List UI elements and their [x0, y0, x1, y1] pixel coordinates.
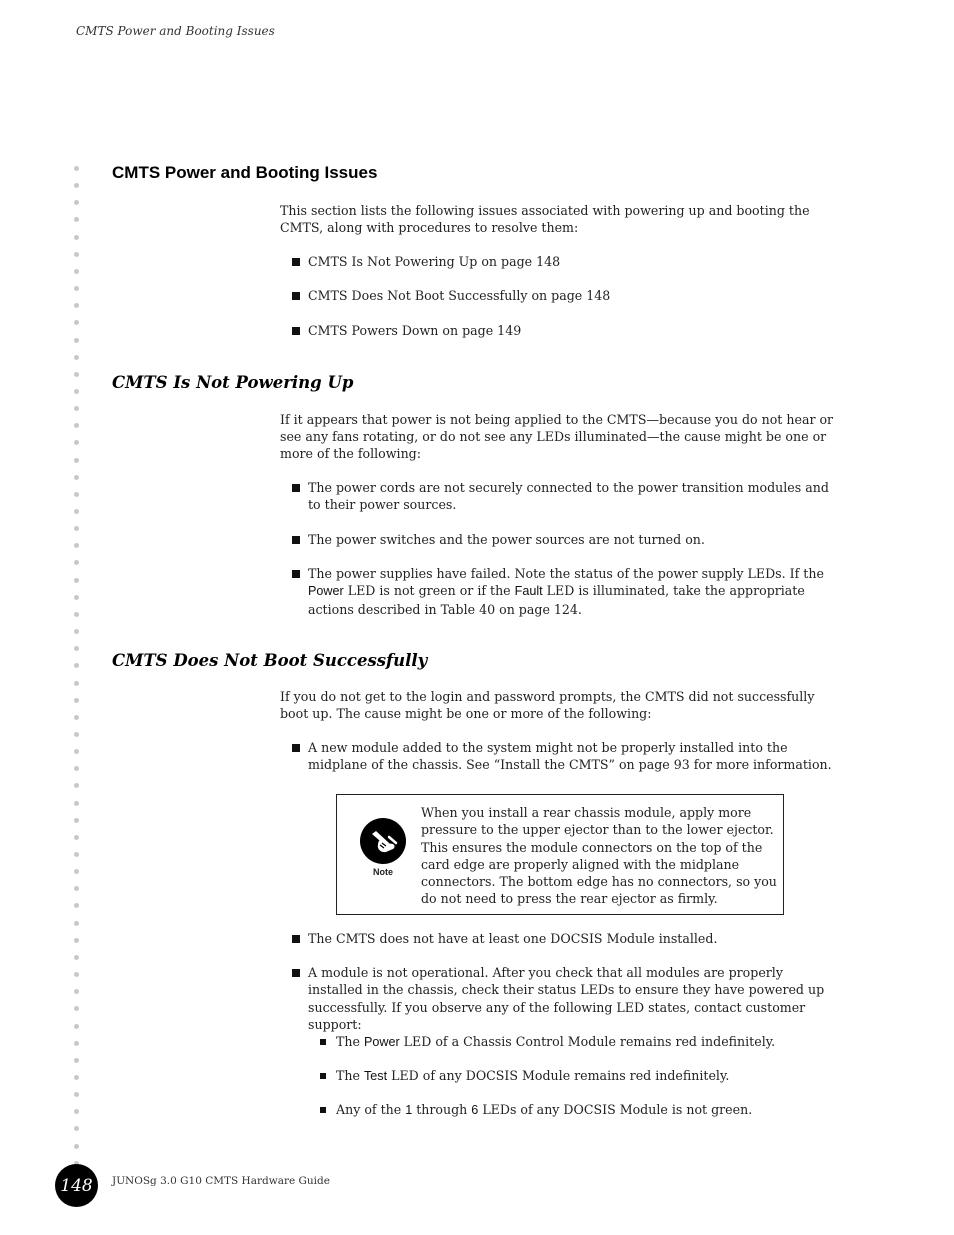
margin-dot: [74, 372, 79, 377]
margin-dot: [74, 612, 79, 617]
bullet-square: [292, 570, 300, 578]
sub-list-item: Any of the 1 through 6 LEDs of any DOCSIS Module is not green.: [320, 1101, 840, 1119]
subsection-title-not-powering: CMTS Is Not Powering Up: [112, 373, 354, 392]
not-powering-intro: If it appears that power is not being applied to the CMTS—because you do not hear or see any fans rotating, or do not see any LEDs illuminated—the cause might be one or more of the following:: [280, 412, 834, 461]
bullet-square: [292, 258, 300, 266]
issue-link-not-boot[interactable]: CMTS Does Not Boot Successfully on page 148: [292, 287, 840, 304]
margin-dot: [74, 869, 79, 874]
margin-dot: [74, 1126, 79, 1131]
margin-dot: [74, 1109, 79, 1114]
margin-dot: [74, 200, 79, 205]
margin-dot: [74, 852, 79, 857]
margin-dot: [74, 646, 79, 651]
note-label: Note: [373, 867, 393, 877]
margin-dot: [74, 355, 79, 360]
margin-dot: [74, 543, 79, 548]
bullet-square: [320, 1107, 326, 1113]
issue-link-not-powering[interactable]: CMTS Is Not Powering Up on page 148: [292, 253, 840, 270]
list-item: The CMTS does not have at least one DOCSIS Module installed.: [292, 930, 840, 947]
bullet-square: [320, 1073, 326, 1079]
margin-dot: [74, 972, 79, 977]
margin-dot: [74, 595, 79, 600]
margin-dot: [74, 921, 79, 926]
margin-dot: [74, 955, 79, 960]
margin-dot: [74, 732, 79, 737]
bullet-square: [292, 484, 300, 492]
margin-dot: [74, 492, 79, 497]
margin-dot: [74, 423, 79, 428]
margin-dot: [74, 749, 79, 754]
list-item: The power switches and the power sources are not turned on.: [292, 531, 840, 548]
margin-dot: [74, 560, 79, 565]
issue-link-powers-down[interactable]: CMTS Powers Down on page 149: [292, 322, 840, 339]
margin-dot: [74, 458, 79, 463]
margin-dot: [74, 681, 79, 686]
margin-dot: [74, 1041, 79, 1046]
led-name: Power: [363, 1035, 400, 1049]
margin-dot: [74, 1058, 79, 1063]
margin-dot: [74, 578, 79, 583]
margin-dot: [74, 389, 79, 394]
margin-dot: [74, 715, 79, 720]
margin-dot: [74, 1075, 79, 1080]
margin-dot: [74, 818, 79, 823]
margin-dot: [74, 286, 79, 291]
note-box: [336, 794, 784, 915]
led-name: 6: [471, 1103, 479, 1117]
margin-dot: [74, 886, 79, 891]
list-item: A module is not operational. After you check that all modules are properly installed in the chassis, check their status LEDs to ensure they have powered up successfully. If you observe any of the following LED states, contact customer support:: [292, 964, 840, 1033]
section-title: CMTS Power and Booting Issues: [112, 163, 378, 182]
section-intro: This section lists the following issues associated with powering up and booting the CMTS, along with procedures to resolve them:: [280, 203, 810, 235]
running-header: CMTS Power and Booting Issues: [76, 24, 275, 38]
margin-dot: [74, 406, 79, 411]
margin-dot: [74, 1024, 79, 1029]
note-text: When you install a rear chassis module, apply more pressure to the upper ejector than to the lower ejector. This ensures the module connectors on the top of the card edge are properly aligned with the midplane connectors. The bottom edge has no connectors, so you do not need to press the rear ejector as firmly.: [421, 805, 777, 907]
margin-dot: [74, 1092, 79, 1097]
bullet-square: [292, 292, 300, 300]
page-number-badge: 148: [55, 1164, 98, 1207]
led-name: 1: [405, 1103, 413, 1117]
margin-dot: [74, 938, 79, 943]
margin-dot: [74, 989, 79, 994]
led-name: Fault: [514, 584, 543, 599]
margin-dot: [74, 440, 79, 445]
bullet-square: [320, 1039, 326, 1045]
margin-dot: [74, 217, 79, 222]
sub-list-item: The Test LED of any DOCSIS Module remains red indefinitely.: [320, 1067, 840, 1085]
not-boot-intro: If you do not get to the login and password prompts, the CMTS did not successfully boot up. The cause might be one or more of the following:: [280, 689, 815, 721]
margin-dot: [74, 269, 79, 274]
bullet-square: [292, 969, 300, 977]
margin-dot: [74, 526, 79, 531]
margin-dot: [74, 663, 79, 668]
margin-dot: [74, 835, 79, 840]
led-name: Test: [363, 1069, 388, 1083]
margin-dot: [74, 183, 79, 188]
margin-dot: [74, 903, 79, 908]
margin-dot: [74, 766, 79, 771]
margin-dot: [74, 338, 79, 343]
list-item: The power cords are not securely connected to the power transition modules and to their power sources.: [292, 479, 840, 514]
sub-list-item: The Power LED of a Chassis Control Module remains red indefinitely.: [320, 1033, 840, 1051]
bullet-square: [292, 327, 300, 335]
margin-dot: [74, 783, 79, 788]
bullet-square: [292, 536, 300, 544]
margin-dot: [74, 320, 79, 325]
margin-dot: [74, 252, 79, 257]
margin-dot: [74, 475, 79, 480]
led-name: Power: [308, 584, 344, 599]
bullet-square: [292, 744, 300, 752]
footer-book-title: JUNOSg 3.0 G10 CMTS Hardware Guide: [112, 1175, 330, 1187]
margin-dot: [74, 629, 79, 634]
bullet-square: [292, 935, 300, 943]
margin-dot: [74, 303, 79, 308]
margin-dot: [74, 801, 79, 806]
list-item: A new module added to the system might not be properly installed into the midplane of the chassis. See “Install the CMTS” on page 93 for more information.: [292, 739, 840, 774]
list-item: The power supplies have failed. Note the status of the power supply LEDs. If the Power LED is not green or if the Fault LED is illuminated, take the appropriate actions described in Table 40 on page 124.: [292, 565, 840, 618]
margin-dot: [74, 1144, 79, 1149]
margin-dot: [74, 1006, 79, 1011]
note-hand-icon: [359, 817, 407, 865]
margin-dot: [74, 235, 79, 240]
margin-dot: [74, 166, 79, 171]
margin-dot: [74, 509, 79, 514]
margin-dot: [74, 698, 79, 703]
subsection-title-not-boot: CMTS Does Not Boot Successfully: [112, 651, 428, 670]
